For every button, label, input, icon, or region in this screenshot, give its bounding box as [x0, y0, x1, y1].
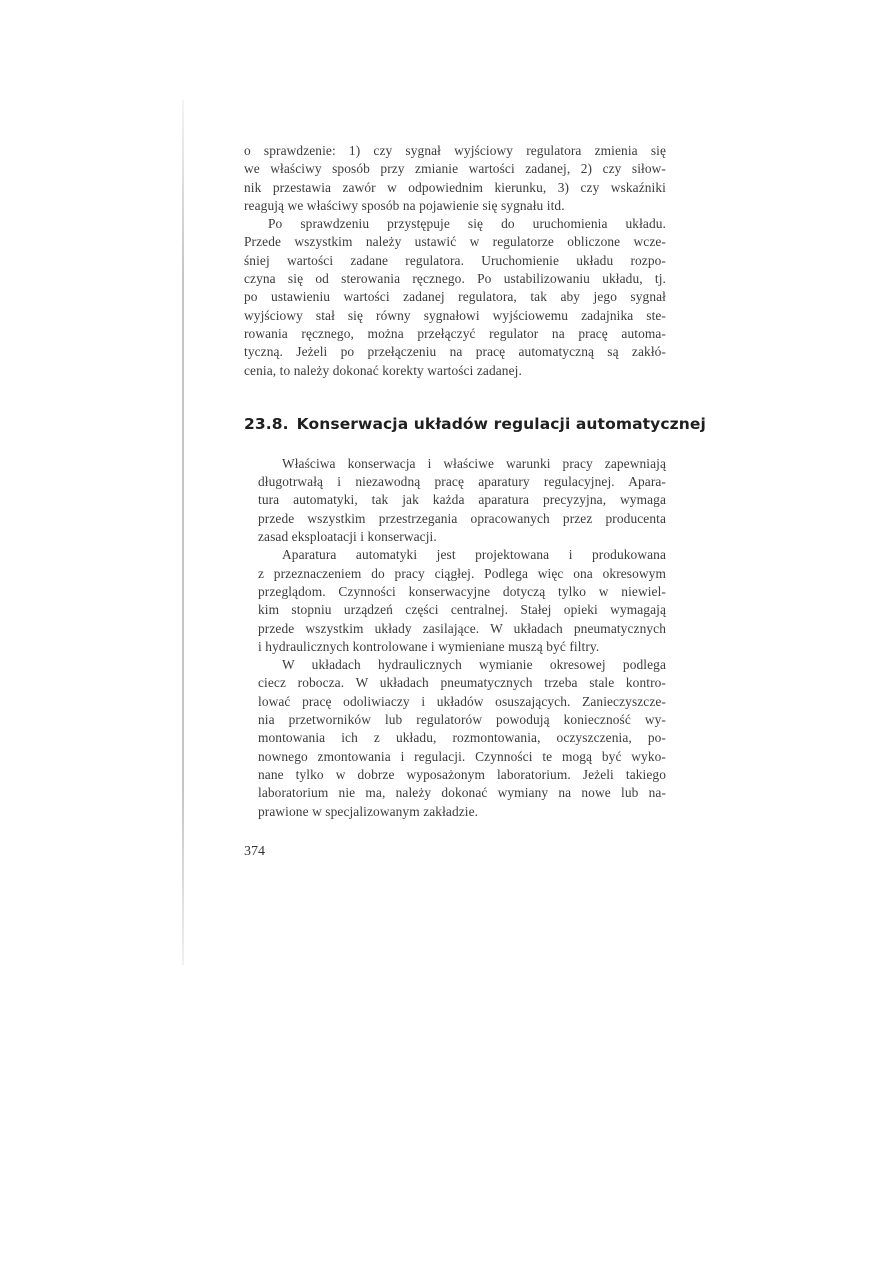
- text-line: przeglądom. Czynności konserwacyjne dotyczą tylko w niewiel-: [258, 583, 666, 599]
- text-line: nane tylko w dobrze wyposażonym laboratorium. Jeżeli takiego: [258, 766, 666, 782]
- paragraph-3: [258, 455, 666, 546]
- text-line: we właściwy sposób przy zmianie wartości zadanej, 2) czy siłow-: [244, 161, 666, 177]
- text-line: nia przetworników lub regulatorów powodują konieczność wy-: [258, 712, 666, 728]
- text-line: kim stopniu urządzeń części centralnej. Stałej opieki wymagają: [258, 602, 666, 618]
- text-line: tyczną. Jeżeli po przełączeniu na pracę automatyczną są zakłó-: [244, 344, 666, 360]
- paragraph-1: [244, 142, 666, 215]
- text-line: cenia, to należy dokonać korekty wartości zadanej.: [244, 362, 522, 378]
- text-line: z przeznaczeniem do pracy ciągłej. Podlega więc ona okresowym: [258, 565, 666, 581]
- text-line: śniej wartości zadane regulatora. Uruchomienie układu rozpo-: [244, 252, 666, 268]
- section-title: Konserwacja układów regulacji automatycznej: [296, 414, 706, 433]
- text-line: po ustawieniu wartości zadanej regulatora, tak aby jego sygnał: [244, 289, 666, 305]
- text-line: montowania ich z układu, rozmontowania, oczyszczenia, po-: [258, 730, 666, 746]
- text-line: rowania ręcznego, można przełączyć regulator na pracę automa-: [244, 325, 666, 341]
- text-line: reagują we właściwy sposób na pojawienie się sygnału itd.: [244, 197, 565, 213]
- text-line: prawione w specjalizowanym zakładzie.: [258, 803, 479, 819]
- page-number: 374: [244, 843, 265, 859]
- paragraph-4: [258, 546, 666, 656]
- text-line: przede wszystkim układy zasilające. W układach pneumatycznych: [258, 620, 666, 636]
- text-line: lować pracę odoliwiaczy i układów osuszających. Zanieczyszcze-: [258, 693, 666, 709]
- text-line: nownego zmontowania i regulacji. Czynności te mogą być wyko-: [258, 748, 666, 764]
- section-heading: [244, 413, 706, 435]
- text-line: zasad eksploatacji i konserwacji.: [258, 529, 437, 545]
- text-line: przede wszystkim przestrzegania opracowanych przez producenta: [258, 510, 666, 526]
- scan-edge-shadow: [182, 100, 184, 965]
- text-line: nik przestawia zawór w odpowiednim kierunku, 3) czy wskaźniki: [244, 179, 666, 195]
- book-page: [244, 142, 706, 861]
- text-line: Aparatura automatyki jest projektowana i produkowana: [282, 547, 666, 563]
- text-line: o sprawdzenie: 1) czy sygnał wyjściowy regulatora zmienia się: [244, 143, 666, 158]
- paragraph-5: [258, 656, 666, 821]
- text-line: W układach hydraulicznych wymianie okresowej podlega: [282, 657, 666, 673]
- text-line: tura automatyki, tak jak każda aparatura precyzyjna, wymaga: [258, 492, 666, 508]
- text-line: i hydraulicznych kontrolowane i wymieniane muszą być filtry.: [258, 638, 600, 654]
- text-line: czyna się od sterowania ręcznego. Po ustabilizowaniu układu, tj.: [244, 271, 666, 287]
- text-line: długotrwałą i niezawodną pracę aparatury regulacyjnej. Apara-: [258, 474, 666, 490]
- text-line: Po sprawdzeniu przystępuje się do uruchomienia układu.: [268, 216, 666, 232]
- text-line: ciecz robocza. W układach pneumatycznych trzeba stale kontro-: [258, 675, 666, 691]
- text-line: Przede wszystkim należy ustawić w regulatorze obliczone wcze-: [244, 234, 666, 250]
- text-line: Właściwa konserwacja i właściwe warunki pracy zapewniają: [282, 455, 666, 471]
- paragraph-2: [244, 215, 666, 380]
- text-line: wyjściowy stał się równy sygnałowi wyjściowemu zadajnika ste-: [244, 307, 666, 323]
- section-body: [244, 455, 666, 821]
- section-number: 23.8.: [244, 414, 289, 433]
- text-line: laboratorium nie ma, należy dokonać wymiany na nowe lub na-: [258, 785, 666, 801]
